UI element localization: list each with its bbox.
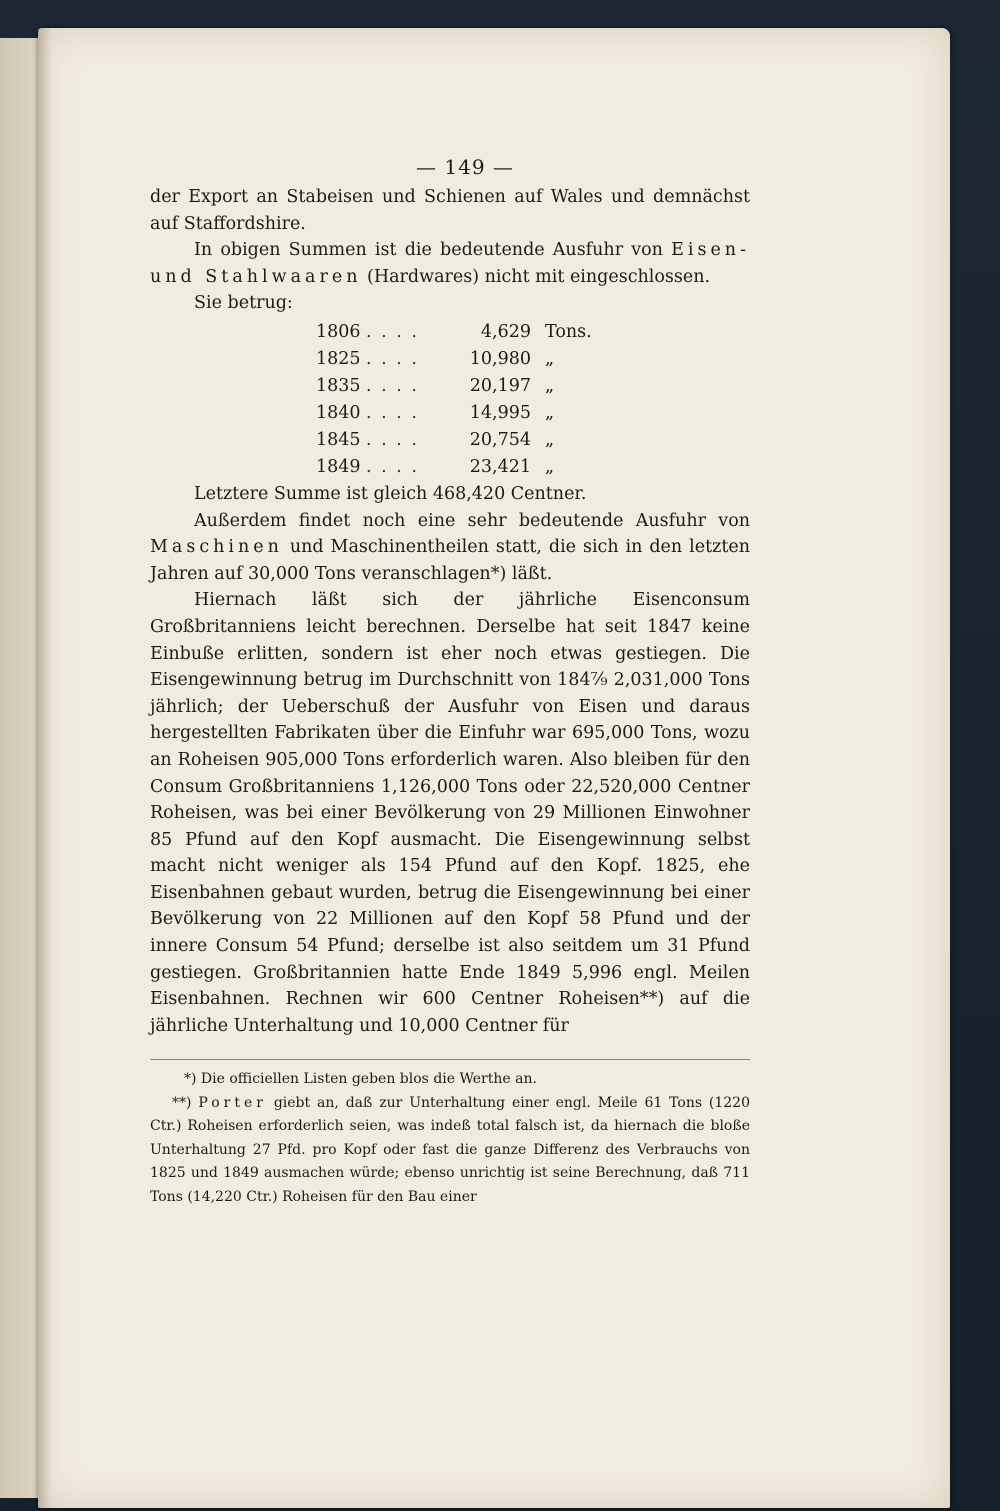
table-unit: „ bbox=[545, 375, 555, 396]
table-unit: „ bbox=[545, 348, 555, 369]
footnotes bbox=[150, 1059, 750, 1209]
footnote-2 bbox=[150, 1092, 750, 1210]
paragraph-1: der Export an Stabeisen und Schienen auf Wales und demnächst auf Staffordshire. bbox=[150, 187, 750, 234]
table-dots: . . . . bbox=[366, 375, 419, 396]
paragraph-5-pre: Außerdem findet noch eine sehr bedeutende Ausfuhr von bbox=[194, 510, 750, 531]
paragraph-2-spaced-1: Eisen- bbox=[671, 240, 750, 261]
footnote-2-text: giebt an, daß zur Unterhaltung einer engl. Meile 61 Tons (1220 Ctr.) Roheisen erforderlich seien, was indeß total falsch ist, da hiernach die bloße Unterhaltung 27 Pfd. pro Kopf oder fast die ganze Differenz des Verbrauchs von 1825 und 1849 ausmachen würde; ebenso unrichtig ist seine Berechnung, daß 711 Tons (14,220 Ctr.) Roheisen für den Bau einer bbox=[150, 1094, 750, 1205]
paragraph-5-spaced: Maschinen bbox=[150, 537, 283, 558]
table-unit: Tons. bbox=[545, 321, 592, 342]
export-table bbox=[150, 319, 750, 481]
table-unit: „ bbox=[545, 402, 555, 423]
table-dots: . . . . bbox=[366, 429, 419, 450]
table-row bbox=[150, 373, 750, 400]
table-unit: „ bbox=[545, 429, 555, 450]
page-text-block bbox=[150, 150, 750, 1209]
table-row bbox=[150, 454, 750, 481]
page-number: — 149 — bbox=[416, 155, 514, 179]
paragraph-2-spaced-2: und Stahlwaaren bbox=[150, 266, 362, 287]
table-value: 4,629 bbox=[480, 321, 531, 342]
table-row bbox=[150, 400, 750, 427]
table-value: 14,995 bbox=[469, 402, 531, 423]
table-row bbox=[150, 346, 750, 373]
table-row bbox=[150, 427, 750, 454]
paragraph-5-post: und Maschinentheilen statt, die sich in den letzten Jahren auf 30,000 Tons veranschlagen*) läßt. bbox=[150, 537, 750, 584]
table-year: 1840 bbox=[316, 402, 361, 423]
table-value: 20,754 bbox=[469, 429, 531, 450]
table-dots: . . . . bbox=[366, 402, 419, 423]
table-unit: „ bbox=[545, 456, 555, 477]
table-row bbox=[150, 319, 750, 346]
table-year: 1845 bbox=[316, 429, 361, 450]
table-value: 10,980 bbox=[469, 348, 531, 369]
main-body bbox=[150, 184, 750, 1039]
page-gutter-shadow bbox=[38, 28, 52, 1508]
paragraph-5 bbox=[150, 508, 750, 588]
paragraph-2-post: (Hardwares) nicht mit eingeschlossen. bbox=[361, 266, 711, 287]
paragraph-2-pre: In obigen Summen ist die bedeutende Ausfuhr von bbox=[194, 240, 672, 261]
footnote-2-marker: **) bbox=[172, 1094, 199, 1111]
footnote-2-spaced: Porter bbox=[198, 1094, 267, 1111]
paragraph-2 bbox=[150, 237, 750, 290]
table-year: 1825 bbox=[316, 348, 361, 369]
table-year: 1835 bbox=[316, 375, 361, 396]
table-year: 1849 bbox=[316, 456, 361, 477]
footnote-1: *) Die officiellen Listen geben blos die Werthe an. bbox=[184, 1071, 537, 1088]
paragraph-3: Sie betrug: bbox=[194, 293, 293, 314]
table-dots: . . . . bbox=[366, 321, 419, 342]
paragraph-6: Hiernach läßt sich der jährliche Eisenconsum Großbritanniens leicht berechnen. Derselbe hat seit 1847 keine Einbuße erlitten, sondern ist eher noch etwas gestiegen. Die Eisengewinnung betrug im Durchschnitt von 184⁷⁄₉ 2,031,000 Tons jährlich; der Ueberschuß der Ausfuhr von Eisen und daraus hergestellten Fabrikaten über die Einfuhr war 695,000 Tons, wozu an Roheisen 905,000 Tons erforderlich waren. Also bleiben für den Consum Großbritanniens 1,126,000 Tons oder 22,520,000 Centner Roheisen, was bei einer Bevölkerung von 29 Millionen Einwohner 85 Pfund auf den Kopf ausmacht. Die Eisengewinnung selbst macht nicht weniger als 154 Pfund auf den Kopf. 1825, ehe Eisenbahnen gebaut wurden, betrug die Eisengewinnung bei einer Bevölkerung von 22 Millionen auf den Kopf 58 Pfund und der innere Consum 54 Pfund; derselbe ist also seitdem um 31 Pfund gestiegen. Großbritannien hatte Ende 1849 5,996 engl. Meilen Eisenbahnen. Rechnen wir 600 Centner Roheisen**) auf die jährliche Unterhaltung und 10,000 Centner für bbox=[150, 590, 750, 1036]
table-dots: . . . . bbox=[366, 348, 419, 369]
table-dots: . . . . bbox=[366, 456, 419, 477]
table-value: 20,197 bbox=[469, 375, 531, 396]
table-year: 1806 bbox=[316, 321, 361, 342]
table-value: 23,421 bbox=[469, 456, 531, 477]
paragraph-4: Letztere Summe ist gleich 468,420 Centner. bbox=[194, 483, 587, 504]
